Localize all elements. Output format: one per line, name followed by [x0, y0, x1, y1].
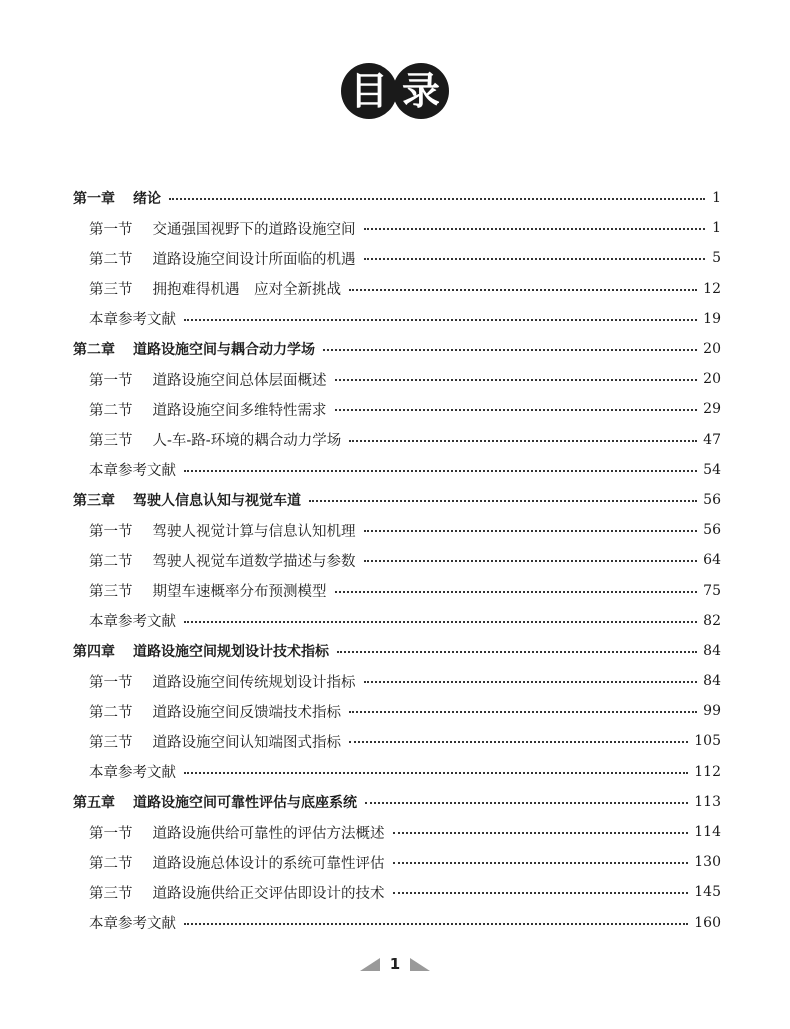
dot-leader [184, 319, 697, 321]
dot-leader [184, 470, 697, 472]
toc-page-number: 29 [703, 401, 721, 418]
dot-leader [169, 198, 705, 200]
toc-section-row[interactable] [73, 304, 721, 334]
toc-entry-title: 道路设施空间多维特性需求 [152, 402, 327, 419]
toc-page-number: 19 [703, 310, 721, 327]
page-footer [0, 955, 790, 973]
toc-entry-title: 本章参考文献 [89, 614, 176, 631]
toc-entry-number: 第一节 [89, 674, 133, 691]
toc-section-row[interactable] [73, 726, 721, 756]
toc-page-number: 1 [712, 220, 721, 237]
toc-page-number: 47 [703, 431, 721, 448]
dot-leader [393, 862, 689, 864]
table-of-contents [73, 183, 721, 938]
toc-section-row[interactable] [73, 877, 721, 907]
toc-entry-number: 第三节 [89, 885, 133, 902]
toc-entry-title: 驾驶人视觉车道数学描述与参数 [152, 553, 356, 570]
toc-entry-title: 交通强国视野下的道路设施空间 [152, 221, 356, 238]
toc-page-number: 12 [703, 280, 721, 297]
toc-entry-number: 第一节 [89, 523, 133, 540]
toc-entry-title: 道路设施空间与耦合动力学场 [133, 342, 315, 359]
toc-entry-number: 第一章 [73, 191, 115, 208]
toc-entry-number: 第一节 [89, 825, 133, 842]
toc-page-number: 5 [712, 250, 721, 267]
toc-page-number: 130 [694, 854, 721, 871]
dot-leader [349, 741, 688, 743]
toc-page-number: 75 [703, 582, 721, 599]
toc-entry-number: 第三节 [89, 282, 133, 299]
dot-leader [393, 832, 689, 834]
toc-entry-title: 驾驶人视觉计算与信息认知机理 [152, 523, 356, 540]
toc-entry-number: 第五章 [73, 794, 115, 811]
dot-leader [335, 379, 698, 381]
toc-entry-title: 道路设施空间反馈端技术指标 [152, 704, 341, 721]
toc-page-number: 113 [694, 793, 721, 810]
toc-page-number: 54 [703, 461, 721, 478]
toc-entry-number: 第三节 [89, 584, 133, 601]
toc-entry-title: 道路设施总体设计的系统可靠性评估 [152, 855, 385, 872]
toc-page-number: 56 [703, 491, 721, 508]
dot-leader [364, 681, 698, 683]
dot-leader [184, 621, 697, 623]
toc-entry-title: 拥抱难得机遇 应对全新挑战 [152, 282, 341, 299]
toc-page-number: 99 [703, 703, 721, 720]
toc-entry-title: 道路设施供给可靠性的评估方法概述 [152, 825, 385, 842]
toc-page-number: 56 [703, 522, 721, 539]
toc-entry-number: 第三节 [89, 433, 133, 450]
dot-leader [393, 892, 689, 894]
toc-section-row[interactable] [73, 666, 721, 696]
toc-section-row[interactable] [73, 606, 721, 636]
toc-entry-title: 道路设施空间可靠性评估与底座系统 [133, 794, 357, 811]
dot-leader [335, 591, 698, 593]
toc-chapter-row[interactable] [73, 636, 721, 666]
toc-section-row[interactable] [73, 515, 721, 545]
toc-section-row[interactable] [73, 847, 721, 877]
toc-page-number: 160 [694, 914, 721, 931]
toc-entry-title: 绪论 [133, 191, 161, 208]
dot-leader [184, 923, 688, 925]
dot-leader [335, 409, 698, 411]
toc-chapter-row[interactable] [73, 787, 721, 817]
toc-entry-title: 驾驶人信息认知与视觉车道 [133, 492, 301, 509]
toc-page-number: 145 [694, 884, 721, 901]
toc-entry-number: 第二节 [89, 251, 133, 268]
toc-entry-title: 本章参考文献 [89, 916, 176, 933]
toc-section-row[interactable] [73, 455, 721, 485]
toc-chapter-row[interactable] [73, 485, 721, 515]
toc-chapter-row[interactable] [73, 183, 721, 213]
toc-section-row[interactable] [73, 757, 721, 787]
page-number: 1 [389, 955, 401, 973]
toc-page-number: 114 [694, 824, 721, 841]
dot-leader [184, 772, 688, 774]
toc-entry-title: 道路设施空间总体层面概述 [152, 372, 327, 389]
dot-leader [349, 440, 697, 442]
dot-leader [364, 530, 698, 532]
toc-entry-number: 第一节 [89, 372, 133, 389]
toc-section-row[interactable] [73, 274, 721, 304]
toc-entry-number: 第二节 [89, 704, 133, 721]
toc-page-number: 84 [703, 642, 721, 659]
toc-entry-number: 第二节 [89, 402, 133, 419]
right-triangle-icon [410, 958, 430, 971]
dot-leader [364, 560, 698, 562]
toc-entry-title: 道路设施供给正交评估即设计的技术 [152, 885, 385, 902]
dot-leader [364, 228, 706, 230]
toc-entry-title: 期望车速概率分布预测模型 [152, 584, 327, 601]
toc-page-number: 20 [703, 371, 721, 388]
toc-entry-number: 第二章 [73, 342, 115, 359]
dot-leader [309, 500, 697, 502]
toc-page-number: 82 [703, 612, 721, 629]
toc-section-row[interactable] [73, 545, 721, 575]
toc-section-row[interactable] [73, 908, 721, 938]
toc-entry-title: 人-车-路-环境的耦合动力学场 [152, 433, 342, 450]
page-title [0, 60, 790, 122]
toc-entry-title: 本章参考文献 [89, 765, 176, 782]
toc-entry-number: 第四章 [73, 643, 115, 660]
title-char-2: 录 [393, 63, 449, 119]
dot-leader [349, 711, 697, 713]
dot-leader [364, 258, 706, 260]
toc-entry-number: 第三章 [73, 492, 115, 509]
toc-page-number: 112 [694, 763, 721, 780]
toc-page-number: 84 [703, 673, 721, 690]
toc-section-row[interactable] [73, 213, 721, 243]
left-triangle-icon [360, 958, 380, 971]
toc-entry-title: 道路设施空间传统规划设计指标 [152, 674, 356, 691]
toc-section-row[interactable] [73, 364, 721, 394]
toc-page-number: 64 [703, 552, 721, 569]
toc-chapter-row[interactable] [73, 334, 721, 364]
toc-entry-number: 第二节 [89, 855, 133, 872]
toc-page-number: 20 [703, 341, 721, 358]
toc-section-row[interactable] [73, 575, 721, 605]
toc-section-row[interactable] [73, 696, 721, 726]
dot-leader [323, 349, 697, 351]
toc-page-number: 105 [694, 733, 721, 750]
toc-page-number: 1 [712, 190, 721, 207]
dot-leader [337, 651, 697, 653]
toc-section-row[interactable] [73, 817, 721, 847]
toc-entry-number: 第二节 [89, 553, 133, 570]
dot-leader [365, 802, 688, 804]
toc-section-row[interactable] [73, 394, 721, 424]
toc-entry-title: 道路设施空间规划设计技术指标 [133, 643, 329, 660]
toc-section-row[interactable] [73, 243, 721, 273]
toc-entry-number: 第一节 [89, 221, 133, 238]
title-char-1: 目 [341, 63, 397, 119]
toc-entry-number: 第三节 [89, 734, 133, 751]
toc-section-row[interactable] [73, 425, 721, 455]
toc-entry-title: 道路设施空间认知端图式指标 [152, 734, 341, 751]
toc-entry-title: 本章参考文献 [89, 312, 176, 329]
dot-leader [349, 289, 697, 291]
toc-entry-title: 道路设施空间设计所面临的机遇 [152, 251, 356, 268]
toc-entry-title: 本章参考文献 [89, 463, 176, 480]
